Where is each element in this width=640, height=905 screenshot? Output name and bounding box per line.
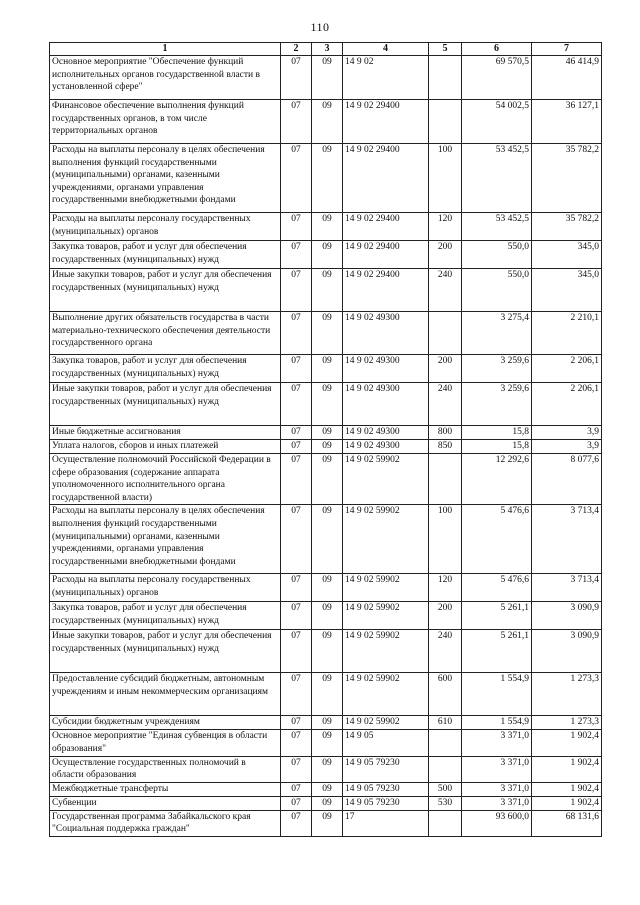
- amount-cell: 1 554,9: [462, 716, 532, 730]
- row-name-cell: Иные закупки товаров, работ и услуг для обеспечения государственных (муниципальных) нужд: [50, 630, 281, 673]
- row-name-cell: Иные закупки товаров, работ и услуг для обеспечения государственных (муниципальных) нужд: [50, 269, 281, 312]
- amount-cell: 3,9: [532, 426, 602, 440]
- target-article-cell: 14 9 02 59902: [343, 673, 429, 716]
- target-article-cell: 14 9 02 59902: [343, 630, 429, 673]
- expense-type-cell: [429, 756, 462, 782]
- section-code-cell: 07: [281, 100, 312, 144]
- target-article-cell: 14 9 02 59902: [343, 602, 429, 630]
- subsection-code-cell: 09: [312, 505, 343, 574]
- amount-cell: 3 090,9: [532, 630, 602, 673]
- table-row: [50, 440, 602, 454]
- subsection-code-cell: 09: [312, 796, 343, 810]
- amount-cell: 5 261,1: [462, 602, 532, 630]
- amount-cell: 2 206,1: [532, 355, 602, 383]
- amount-cell: 1 902,4: [532, 796, 602, 810]
- subsection-code-cell: 09: [312, 144, 343, 213]
- amount-cell: 12 292,6: [462, 454, 532, 505]
- section-code-cell: 07: [281, 144, 312, 213]
- row-name-cell: Государственная программа Забайкальского края "Социальная поддержка граждан": [50, 810, 281, 836]
- expense-type-cell: [429, 454, 462, 505]
- row-name-cell: Предоставление субсидий бюджетным, автономным учреждениям и иным некоммерческим организациям: [50, 673, 281, 716]
- subsection-code-cell: 09: [312, 810, 343, 836]
- target-article-cell: 14 9 02 29400: [343, 144, 429, 213]
- row-name-cell: Расходы на выплаты персоналу государственных (муниципальных) органов: [50, 213, 281, 241]
- row-name-cell: Расходы на выплаты персоналу в целях обеспечения выполнения функций государственными (муниципальными) органами, казенными учреждениями, органами управления государственными внебюджетными фондами: [50, 505, 281, 574]
- row-name-cell: Выполнение других обязательств государства в части материально-технического обеспечения деятельности государственного органа: [50, 312, 281, 355]
- row-name-cell: Закупка товаров, работ и услуг для обеспечения государственных (муниципальных) нужд: [50, 355, 281, 383]
- amount-cell: 345,0: [532, 241, 602, 269]
- amount-cell: 3 713,4: [532, 505, 602, 574]
- table-row: [50, 100, 602, 144]
- amount-cell: 1 554,9: [462, 673, 532, 716]
- section-code-cell: 07: [281, 241, 312, 269]
- subsection-code-cell: 09: [312, 56, 343, 100]
- row-name-cell: Закупка товаров, работ и услуг для обеспечения государственных (муниципальных) нужд: [50, 602, 281, 630]
- row-name-cell: Основное мероприятие "Обеспечение функций исполнительных органов государственной власти в установленной сфере": [50, 56, 281, 100]
- amount-cell: 550,0: [462, 269, 532, 312]
- target-article-cell: 14 9 05: [343, 730, 429, 756]
- amount-cell: 3 090,9: [532, 602, 602, 630]
- expense-type-cell: 240: [429, 383, 462, 426]
- column-header: 2: [281, 43, 312, 56]
- column-header: 7: [532, 43, 602, 56]
- column-header: 4: [343, 43, 429, 56]
- column-header: 1: [50, 43, 281, 56]
- table-header-row: [50, 43, 602, 56]
- expense-type-cell: 120: [429, 574, 462, 602]
- subsection-code-cell: 09: [312, 673, 343, 716]
- subsection-code-cell: 09: [312, 630, 343, 673]
- expense-type-cell: 100: [429, 144, 462, 213]
- amount-cell: 1 902,4: [532, 730, 602, 756]
- column-header: 5: [429, 43, 462, 56]
- expense-type-cell: [429, 100, 462, 144]
- amount-cell: 5 261,1: [462, 630, 532, 673]
- expense-type-cell: 500: [429, 782, 462, 796]
- table-row: [50, 810, 602, 836]
- table-row: [50, 782, 602, 796]
- column-header: 6: [462, 43, 532, 56]
- row-name-cell: Основное мероприятие "Единая субвенция в области образования": [50, 730, 281, 756]
- row-name-cell: Финансовое обеспечение выполнения функций государственных органов, в том числе территориальных органов: [50, 100, 281, 144]
- subsection-code-cell: 09: [312, 454, 343, 505]
- amount-cell: 8 077,6: [532, 454, 602, 505]
- expense-type-cell: [429, 810, 462, 836]
- expense-type-cell: 240: [429, 269, 462, 312]
- target-article-cell: 14 9 02 59902: [343, 574, 429, 602]
- budget-table: [49, 42, 602, 837]
- subsection-code-cell: 09: [312, 213, 343, 241]
- table-row: [50, 56, 602, 100]
- amount-cell: 15,8: [462, 440, 532, 454]
- amount-cell: 5 476,6: [462, 574, 532, 602]
- table-row: [50, 383, 602, 426]
- section-code-cell: 07: [281, 213, 312, 241]
- row-name-cell: Осуществление государственных полномочий в области образования: [50, 756, 281, 782]
- table-row: [50, 730, 602, 756]
- target-article-cell: 14 9 02 59902: [343, 505, 429, 574]
- subsection-code-cell: 09: [312, 269, 343, 312]
- amount-cell: 35 782,2: [532, 144, 602, 213]
- amount-cell: 69 570,5: [462, 56, 532, 100]
- section-code-cell: 07: [281, 630, 312, 673]
- target-article-cell: 14 9 05 79230: [343, 782, 429, 796]
- target-article-cell: 14 9 02 29400: [343, 100, 429, 144]
- expense-type-cell: 240: [429, 630, 462, 673]
- amount-cell: 2 206,1: [532, 383, 602, 426]
- row-name-cell: Межбюджетные трансферты: [50, 782, 281, 796]
- amount-cell: 53 452,5: [462, 144, 532, 213]
- subsection-code-cell: 09: [312, 440, 343, 454]
- subsection-code-cell: 09: [312, 312, 343, 355]
- section-code-cell: 07: [281, 673, 312, 716]
- row-name-cell: Иные закупки товаров, работ и услуг для обеспечения государственных (муниципальных) нужд: [50, 383, 281, 426]
- section-code-cell: 07: [281, 730, 312, 756]
- target-article-cell: 14 9 02 59902: [343, 454, 429, 505]
- table-row: [50, 312, 602, 355]
- target-article-cell: 14 9 02 49300: [343, 312, 429, 355]
- amount-cell: 3 371,0: [462, 756, 532, 782]
- amount-cell: 3 259,6: [462, 355, 532, 383]
- expense-type-cell: 800: [429, 426, 462, 440]
- target-article-cell: 14 9 02 59902: [343, 716, 429, 730]
- table-row: [50, 269, 602, 312]
- amount-cell: 3 371,0: [462, 796, 532, 810]
- section-code-cell: 07: [281, 810, 312, 836]
- subsection-code-cell: 09: [312, 241, 343, 269]
- amount-cell: 3 259,6: [462, 383, 532, 426]
- page-number: 110: [310, 20, 330, 34]
- table-row: [50, 673, 602, 716]
- table-row: [50, 213, 602, 241]
- section-code-cell: 07: [281, 269, 312, 312]
- target-article-cell: 14 9 02 49300: [343, 426, 429, 440]
- section-code-cell: 07: [281, 756, 312, 782]
- subsection-code-cell: 09: [312, 756, 343, 782]
- expense-type-cell: 530: [429, 796, 462, 810]
- table-row: [50, 602, 602, 630]
- section-code-cell: 07: [281, 440, 312, 454]
- table-row: [50, 241, 602, 269]
- row-name-cell: Уплата налогов, сборов и иных платежей: [50, 440, 281, 454]
- section-code-cell: 07: [281, 56, 312, 100]
- section-code-cell: 07: [281, 426, 312, 440]
- target-article-cell: 14 9 02 49300: [343, 355, 429, 383]
- table-row: [50, 716, 602, 730]
- target-article-cell: 14 9 02 29400: [343, 213, 429, 241]
- table-row: [50, 144, 602, 213]
- table-row: [50, 574, 602, 602]
- section-code-cell: 07: [281, 782, 312, 796]
- amount-cell: 3 275,4: [462, 312, 532, 355]
- row-name-cell: Расходы на выплаты персоналу государственных (муниципальных) органов: [50, 574, 281, 602]
- amount-cell: 46 414,9: [532, 56, 602, 100]
- amount-cell: 3 713,4: [532, 574, 602, 602]
- expense-type-cell: 600: [429, 673, 462, 716]
- row-name-cell: Иные бюджетные ассигнования: [50, 426, 281, 440]
- section-code-cell: 07: [281, 383, 312, 426]
- subsection-code-cell: 09: [312, 716, 343, 730]
- amount-cell: 3 371,0: [462, 730, 532, 756]
- row-name-cell: Субсидии бюджетным учреждениям: [50, 716, 281, 730]
- amount-cell: 36 127,1: [532, 100, 602, 144]
- subsection-code-cell: 09: [312, 574, 343, 602]
- target-article-cell: 14 9 02 49300: [343, 383, 429, 426]
- amount-cell: 1 902,4: [532, 756, 602, 782]
- amount-cell: 54 002,5: [462, 100, 532, 144]
- amount-cell: 3,9: [532, 440, 602, 454]
- section-code-cell: 07: [281, 505, 312, 574]
- table-row: [50, 756, 602, 782]
- subsection-code-cell: 09: [312, 602, 343, 630]
- amount-cell: 2 210,1: [532, 312, 602, 355]
- table-row: [50, 454, 602, 505]
- row-name-cell: Расходы на выплаты персоналу в целях обеспечения выполнения функций государственными (муниципальными) органами, казенными учреждениями, органами управления государственными внебюджетными фондами: [50, 144, 281, 213]
- expense-type-cell: 200: [429, 355, 462, 383]
- section-code-cell: 07: [281, 602, 312, 630]
- expense-type-cell: 100: [429, 505, 462, 574]
- expense-type-cell: 200: [429, 602, 462, 630]
- expense-type-cell: [429, 730, 462, 756]
- section-code-cell: 07: [281, 796, 312, 810]
- amount-cell: 68 131,6: [532, 810, 602, 836]
- column-header: 3: [312, 43, 343, 56]
- amount-cell: 345,0: [532, 269, 602, 312]
- expense-type-cell: 120: [429, 213, 462, 241]
- amount-cell: 3 371,0: [462, 782, 532, 796]
- amount-cell: 93 600,0: [462, 810, 532, 836]
- amount-cell: 1 902,4: [532, 782, 602, 796]
- subsection-code-cell: 09: [312, 426, 343, 440]
- subsection-code-cell: 09: [312, 782, 343, 796]
- amount-cell: 15,8: [462, 426, 532, 440]
- amount-cell: 550,0: [462, 241, 532, 269]
- table-row: [50, 426, 602, 440]
- amount-cell: 53 452,5: [462, 213, 532, 241]
- amount-cell: 1 273,3: [532, 716, 602, 730]
- row-name-cell: Субвенции: [50, 796, 281, 810]
- subsection-code-cell: 09: [312, 355, 343, 383]
- section-code-cell: 07: [281, 355, 312, 383]
- expense-type-cell: 850: [429, 440, 462, 454]
- subsection-code-cell: 09: [312, 100, 343, 144]
- amount-cell: 35 782,2: [532, 213, 602, 241]
- target-article-cell: 14 9 02: [343, 56, 429, 100]
- amount-cell: 1 273,3: [532, 673, 602, 716]
- table-row: [50, 505, 602, 574]
- row-name-cell: Закупка товаров, работ и услуг для обеспечения государственных (муниципальных) нужд: [50, 241, 281, 269]
- expense-type-cell: [429, 312, 462, 355]
- section-code-cell: 07: [281, 312, 312, 355]
- target-article-cell: 14 9 05 79230: [343, 796, 429, 810]
- target-article-cell: 14 9 05 79230: [343, 756, 429, 782]
- section-code-cell: 07: [281, 716, 312, 730]
- section-code-cell: 07: [281, 454, 312, 505]
- expense-type-cell: 610: [429, 716, 462, 730]
- expense-type-cell: [429, 56, 462, 100]
- row-name-cell: Осуществление полномочий Российской Федерации в сфере образования (содержание аппарата уполномоченного исполнительного органа государственной власти): [50, 454, 281, 505]
- subsection-code-cell: 09: [312, 730, 343, 756]
- amount-cell: 5 476,6: [462, 505, 532, 574]
- expense-type-cell: 200: [429, 241, 462, 269]
- section-code-cell: 07: [281, 574, 312, 602]
- target-article-cell: 14 9 02 29400: [343, 269, 429, 312]
- table-row: [50, 796, 602, 810]
- subsection-code-cell: 09: [312, 383, 343, 426]
- table-row: [50, 630, 602, 673]
- target-article-cell: 14 9 02 49300: [343, 440, 429, 454]
- target-article-cell: 14 9 02 29400: [343, 241, 429, 269]
- table-row: [50, 355, 602, 383]
- target-article-cell: 17: [343, 810, 429, 836]
